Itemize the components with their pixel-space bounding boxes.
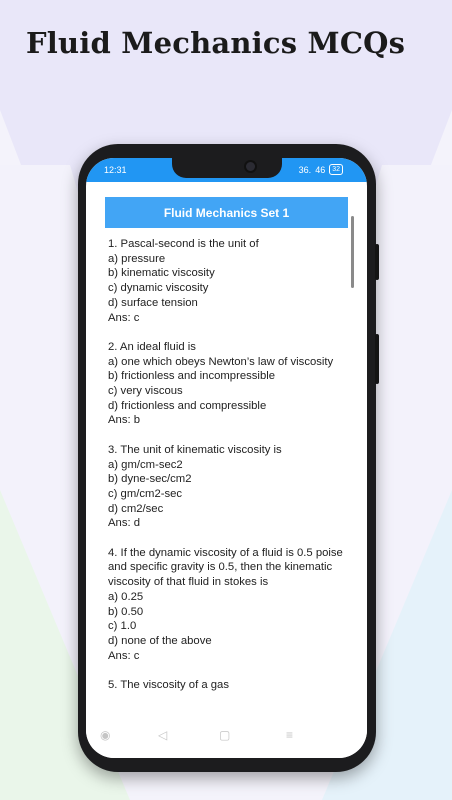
status-time: 12:31 xyxy=(104,165,127,175)
option-b: b) kinematic viscosity xyxy=(108,267,215,280)
question-item xyxy=(108,237,346,325)
option-d: d) frictionless and compressible xyxy=(108,399,267,412)
option-d: d) none of the above xyxy=(108,634,212,647)
option-a: a) pressure xyxy=(108,252,166,265)
answer: Ans: c xyxy=(108,311,140,324)
headline: Fluid Mechanics MCQs xyxy=(26,26,406,60)
option-c: c) gm/cm2-sec xyxy=(108,487,183,500)
battery-icon: 32 xyxy=(329,164,343,175)
option-a: a) one which obeys Newton’s law of viscosity xyxy=(108,355,334,368)
option-b: b) dyne-sec/cm2 xyxy=(108,473,192,486)
question-text: 2. An ideal fluid is xyxy=(108,340,196,353)
accessibility-icon[interactable]: ◉ xyxy=(100,728,111,742)
signal-strength-icon: 46 xyxy=(315,164,326,175)
home-icon[interactable]: ▢ xyxy=(219,728,231,742)
phone-frame xyxy=(78,144,376,772)
question-text: 1. Pascal-second is the unit of xyxy=(108,238,259,250)
phone-screen xyxy=(86,158,367,758)
question-item xyxy=(108,678,346,693)
option-c: c) dynamic viscosity xyxy=(108,282,209,295)
notch xyxy=(172,158,282,178)
volume-button xyxy=(375,334,379,384)
option-c: c) very viscous xyxy=(108,385,183,398)
answer: Ans: d xyxy=(108,517,141,530)
camera-icon xyxy=(246,162,255,171)
answer: Ans: b xyxy=(108,414,141,427)
question-item xyxy=(108,340,346,428)
power-button xyxy=(375,244,379,280)
scrollbar[interactable] xyxy=(351,216,354,288)
menu-icon[interactable]: ≡ xyxy=(286,728,294,742)
option-c: c) 1.0 xyxy=(108,620,137,633)
question-item xyxy=(108,443,346,531)
back-icon[interactable]: ◁ xyxy=(158,728,168,742)
option-a: a) gm/cm-sec2 xyxy=(108,458,183,471)
question-text: 5. The viscosity of a gas xyxy=(108,679,229,692)
option-d: d) cm2/sec xyxy=(108,502,164,515)
signal-icon: 36. xyxy=(298,164,312,175)
answer: Ans: c xyxy=(108,649,140,662)
question-item xyxy=(108,546,346,664)
option-b: b) frictionless and incompressible xyxy=(108,370,276,383)
option-a: a) 0.25 xyxy=(108,590,144,603)
set-title-bar: Fluid Mechanics Set 1 xyxy=(105,197,348,228)
question-text: 4. If the dynamic viscosity of a fluid is 0.5 poise and specific gravity is 0.5, then the kinematic viscosity of that fluid in stokes is xyxy=(108,546,343,589)
navigation-bar xyxy=(86,714,367,758)
question-text: 3. The unit of kinematic viscosity is xyxy=(108,443,282,456)
option-d: d) surface tension xyxy=(108,296,198,309)
option-b: b) 0.50 xyxy=(108,605,144,618)
question-list[interactable] xyxy=(108,237,346,707)
